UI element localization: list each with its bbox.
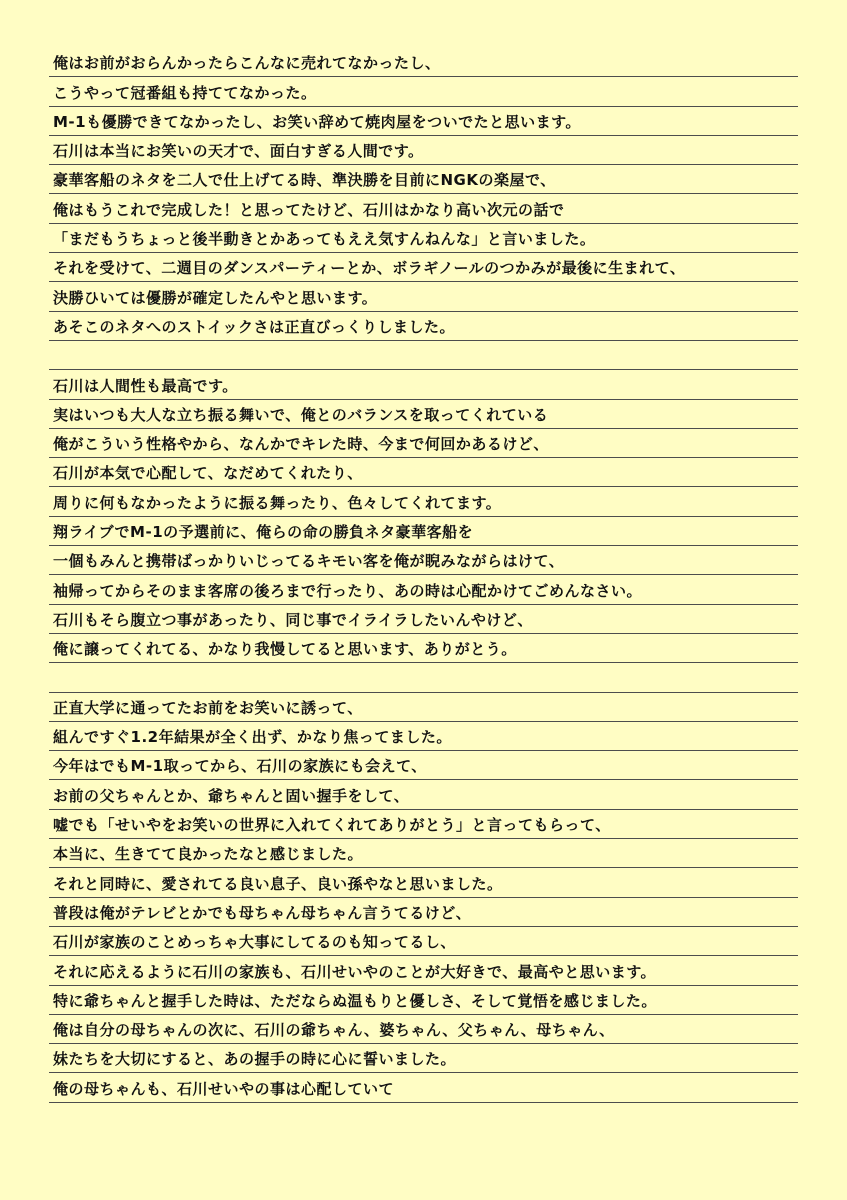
ruled-line <box>49 1073 798 1102</box>
line-text: 実はいつも大人な立ち振る舞いで、俺とのバランスを取ってくれている <box>53 405 549 424</box>
ruled-line <box>49 458 798 487</box>
ruled-line <box>49 810 798 839</box>
line-text: それと同時に、愛されてる良い息子、良い孫やなと思いました。 <box>53 874 503 893</box>
line-text: 俺の母ちゃんも、石川せいやの事は心配していて <box>53 1079 395 1098</box>
ruled-line <box>49 136 798 165</box>
line-text: 袖帰ってからそのまま客席の後ろまで行ったり、あの時は心配かけてごめんなさい。 <box>53 581 643 600</box>
ruled-line <box>49 429 798 458</box>
line-text: それを受けて、二週目のダンスパーティーとか、ボラギノールのつかみが最後に生まれて、 <box>53 259 686 278</box>
ruled-line <box>49 370 798 399</box>
ruled-line <box>49 400 798 429</box>
line-text: それに応えるように石川の家族も、石川せいやのことが大好きで、最高やと思います。 <box>53 962 657 981</box>
line-text: 石川が本気で心配して、なだめてくれたり、 <box>53 464 363 483</box>
ruled-line <box>49 77 798 106</box>
line-text: 特に爺ちゃんと握手した時は、ただならぬ温もりと優しさ、そして覚悟を感じました。 <box>53 991 657 1010</box>
ruled-line <box>49 224 798 253</box>
ruled-line <box>49 312 798 341</box>
line-text: 石川は本当にお笑いの天才で、面白すぎる人間です。 <box>53 142 424 161</box>
line-text: 俺に譲ってくれてる、かなり我慢してると思います、ありがとう。 <box>53 640 517 659</box>
ruled-line <box>49 722 798 751</box>
ruled-line <box>49 546 798 575</box>
ruled-line <box>49 575 798 604</box>
ruled-line <box>49 107 798 136</box>
ruled-line <box>49 605 798 634</box>
ruled-line <box>49 1044 798 1073</box>
ruled-line <box>49 898 798 927</box>
ruled-line <box>49 194 798 223</box>
line-text: 俺は自分の母ちゃんの次に、石川の爺ちゃん、婆ちゃん、父ちゃん、母ちゃん、 <box>53 1021 615 1040</box>
line-text: 俺がこういう性格やから、なんかでキレた時、今まで何回かあるけど、 <box>53 435 549 454</box>
ruled-line <box>49 839 798 868</box>
ruled-line <box>49 868 798 897</box>
line-text: 組んですぐ1.2年結果が全く出ず、かなり焦ってました。 <box>53 728 452 747</box>
ruled-line <box>49 986 798 1015</box>
line-text: 嘘でも「せいやをお笑いの世界に入れてくれてありがとう」と言ってもらって、 <box>53 816 611 835</box>
line-text: 石川が家族のことめっちゃ大事にしてるのも知ってるし、 <box>53 933 456 952</box>
ruled-line <box>49 780 798 809</box>
letter-page <box>49 48 798 1168</box>
line-text: 正直大学に通ってたお前をお笑いに誘って、 <box>53 698 363 717</box>
line-text: M-1も優勝できてなかったし、お笑い辞めて焼肉屋をついでたと思います。 <box>53 112 581 131</box>
ruled-line <box>49 634 798 663</box>
line-text: 「まだもうちょっと後半動きとかあってもええ気すんねんな」と言いました。 <box>53 230 596 249</box>
line-text: 豪華客船のネタを二人で仕上げてる時、準決勝を目前にNGKの楽屋で、 <box>53 171 556 190</box>
line-text: 石川は人間性も最高です。 <box>53 376 238 395</box>
ruled-line <box>49 487 798 516</box>
line-text: 今年はでもM-1取ってから、石川の家族にも会えて、 <box>53 757 427 776</box>
ruled-line <box>49 751 798 780</box>
ruled-line <box>49 165 798 194</box>
ruled-line <box>49 517 798 546</box>
ruled-line <box>49 253 798 282</box>
ruled-line <box>49 693 798 722</box>
line-text: 決勝ひいては優勝が確定したんやと思います。 <box>53 288 378 307</box>
line-text: お前の父ちゃんとか、爺ちゃんと固い握手をして、 <box>53 786 410 805</box>
ruled-line <box>49 956 798 985</box>
line-text: こうやって冠番組も持ててなかった。 <box>53 83 317 102</box>
line-text: あそこのネタへのストイックさは正直びっくりしました。 <box>53 317 455 336</box>
line-text: 周りに何もなかったように振る舞ったり、色々してくれてます。 <box>53 493 502 512</box>
line-text: 石川もそら腹立つ事があったり、同じ事でイライラしたいんやけど、 <box>53 610 533 629</box>
ruled-line <box>49 282 798 311</box>
line-text: 俺はお前がおらんかったらこんなに売れてなかったし、 <box>53 54 441 73</box>
line-text: 俺はもうこれで完成した！と思ってたけど、石川はかなり高い次元の話で <box>53 200 565 219</box>
line-text: 普段は俺がテレビとかでも母ちゃん母ちゃん言うてるけど、 <box>53 903 472 922</box>
line-text: 翔ライブでM-1の予選前に、俺らの命の勝負ネタ豪華客船を <box>53 523 474 542</box>
ruled-line <box>49 1015 798 1044</box>
ruled-line <box>49 927 798 956</box>
line-text: 本当に、生きてて良かったなと感じました。 <box>53 845 364 864</box>
ruled-line <box>49 663 798 692</box>
line-text: 妹たちを大切にすると、あの握手の時に心に誓いました。 <box>53 1050 457 1069</box>
ruled-line <box>49 341 798 370</box>
ruled-line <box>49 48 798 77</box>
line-text: 一個もみんと携帯ばっかりいじってるキモい客を俺が睨みながらはけて、 <box>53 552 565 571</box>
